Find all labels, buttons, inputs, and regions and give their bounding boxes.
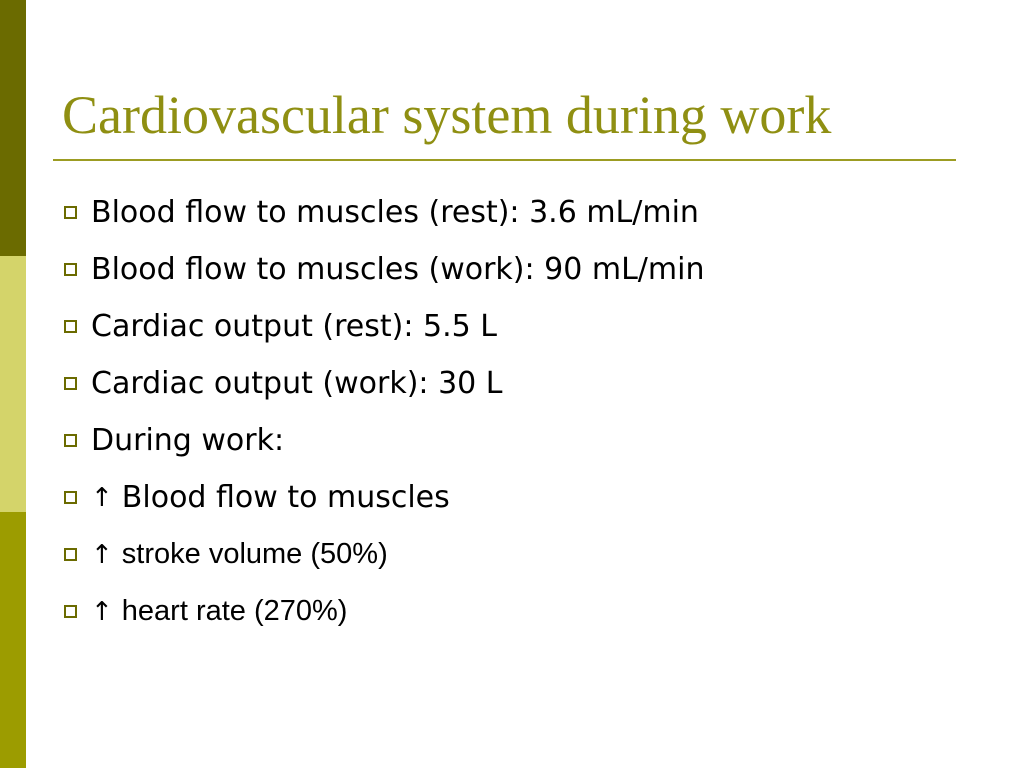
bullet-item [64,583,704,640]
title-underline [53,159,956,161]
hollow-square-bullet-icon [64,320,77,333]
bullet-text: Blood flow to muscles [121,480,450,515]
up-arrow-icon: ↑ [91,482,113,513]
bullet-list [64,184,704,640]
bullet-text: heart rate (270%) [121,595,348,627]
hollow-square-bullet-icon [64,548,77,561]
hollow-square-bullet-icon [64,491,77,504]
bullet-text: stroke volume (50%) [121,538,388,570]
left-band-olive [0,512,26,768]
bullet-item [64,355,704,412]
bullet-item [64,298,704,355]
bullet-text: Blood flow to muscles (work): 90 mL/min [91,252,705,287]
hollow-square-bullet-icon [64,206,77,219]
bullet-item [64,412,704,469]
up-arrow-icon: ↑ [91,539,113,570]
bullet-item [64,469,704,526]
bullet-item [64,241,704,298]
bullet-text: Blood flow to muscles (rest): 3.6 mL/min [91,195,699,230]
bullet-text: Cardiac output (rest): 5.5 L [91,309,497,344]
bullet-item [64,526,704,583]
bullet-item [64,184,704,241]
slide-title: Cardiovascular system during work [62,85,832,145]
bullet-text: During work: [91,423,285,458]
hollow-square-bullet-icon [64,434,77,447]
left-band-dark [0,0,26,256]
hollow-square-bullet-icon [64,263,77,276]
left-band-light [0,256,26,512]
hollow-square-bullet-icon [64,377,77,390]
hollow-square-bullet-icon [64,605,77,618]
bullet-text: Cardiac output (work): 30 L [91,366,503,401]
up-arrow-icon: ↑ [91,596,113,627]
